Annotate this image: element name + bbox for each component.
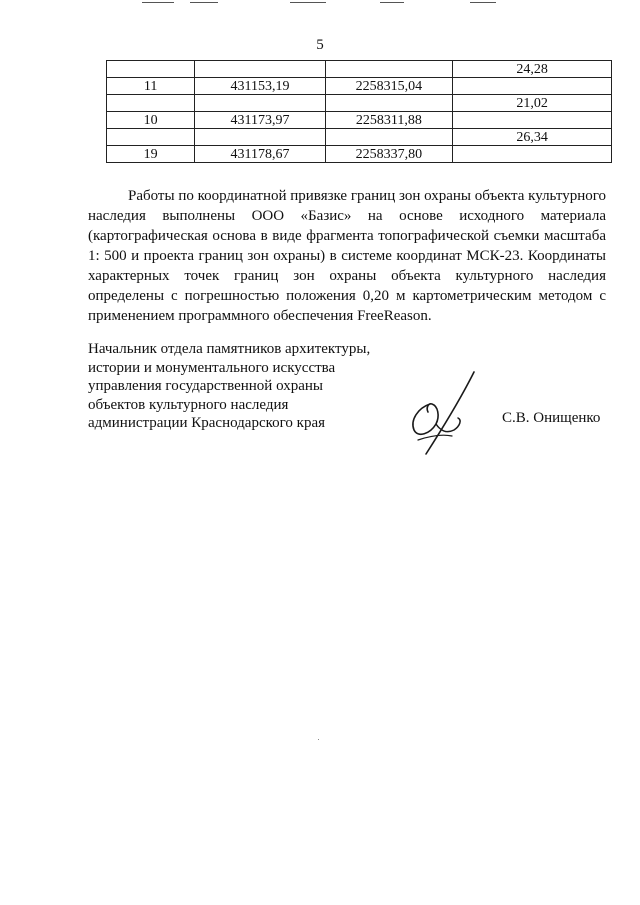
- cell-x-coordinate: [195, 61, 325, 78]
- cell-distance: [453, 78, 612, 95]
- coordinates-table: [106, 60, 612, 163]
- table-row: [107, 61, 612, 78]
- cell-distance: 24,28: [453, 61, 612, 78]
- table-row: [107, 129, 612, 146]
- cell-point-number: [107, 129, 195, 146]
- table-row: [107, 112, 612, 129]
- body-paragraph: Работы по координатной привязке границ зон охраны объекта культурного наследия выполнены ООО «Базис» на основе исходного материала (картографическая основа в виде фрагмента топографической съемки масштаба 1: 500 и проекта границ зон охраны) в системе координат МСК-23. Координаты характерных точек границ зон охраны объекта культурного наследия определены с погрешностью положения 0,20 м картометрическим методом с применением программного обеспечения FreeReason.: [88, 188, 606, 324]
- cell-x-coordinate: 431153,19: [195, 78, 325, 95]
- cell-x-coordinate: [195, 95, 325, 112]
- scan-dot: [318, 739, 319, 740]
- page-number: 5: [316, 37, 324, 53]
- cell-y-coordinate: 2258315,04: [325, 78, 452, 95]
- signer-name: С.В. Онищенко: [502, 410, 601, 426]
- cell-distance: 21,02: [453, 95, 612, 112]
- signer-position-line: истории и монументального искусства: [88, 359, 336, 376]
- signer-position-line: Начальник отдела памятников архитектуры,: [88, 341, 371, 357]
- signer-position-line: управления государственной охраны: [88, 378, 323, 394]
- coordinates-table-body: [107, 61, 612, 163]
- cell-distance: [453, 112, 612, 129]
- cell-y-coordinate: 2258311,88: [325, 112, 452, 129]
- cell-y-coordinate: [325, 61, 452, 78]
- signer-position-line: администрации Краснодарского края: [88, 415, 326, 431]
- table-row: [107, 146, 612, 163]
- table-row: [107, 78, 612, 95]
- signer-position-line: объектов культурного наследия: [88, 396, 289, 413]
- cell-y-coordinate: 2258337,80: [325, 146, 452, 163]
- handwritten-signature: [396, 368, 492, 460]
- cell-point-number: [107, 95, 195, 112]
- cell-x-coordinate: 431173,97: [195, 112, 325, 129]
- cell-point-number: 10: [107, 112, 195, 129]
- cell-point-number: 11: [107, 78, 195, 95]
- cell-x-coordinate: [195, 129, 325, 146]
- cell-y-coordinate: [325, 129, 452, 146]
- table-row: [107, 95, 612, 112]
- signer-position: [88, 340, 408, 433]
- cell-point-number: 19: [107, 146, 195, 163]
- cell-distance: [453, 146, 612, 163]
- cell-distance: 26,34: [453, 129, 612, 146]
- cell-y-coordinate: [325, 95, 452, 112]
- scan-top-edge-marks: [0, 0, 640, 6]
- cell-point-number: [107, 61, 195, 78]
- cell-x-coordinate: 431178,67: [195, 146, 325, 163]
